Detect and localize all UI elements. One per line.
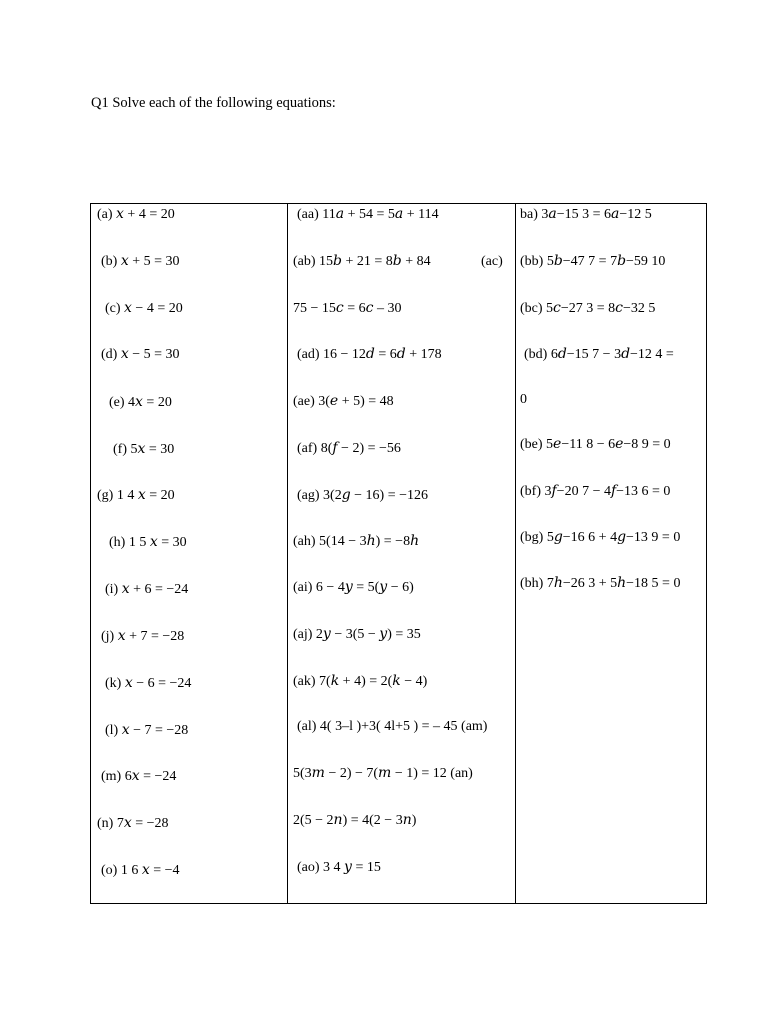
equation-ad: (ad) 16 − 12𝑑 = 6𝑑 + 178 [297,347,442,362]
equation-n: (n) 7𝑥 = −28 [97,816,169,831]
question-heading: Q1 Solve each of the following equations: [91,95,336,111]
equation-c: (c) 𝑥 − 4 = 20 [105,301,183,316]
equation-aj: (aj) 2𝑦 − 3(5 − 𝑦) = 35 [293,627,421,642]
equation-ae: (ae) 3(𝑒 + 5) = 48 [293,394,394,409]
equation-an: 2(5 − 2𝑛) = 4(2 − 3𝑛) [293,813,417,828]
column-fraction-equations [515,204,706,903]
equation-am: 5(3𝑚 − 2) − 7(𝑚 − 1) = 12 (an) [293,766,473,781]
equation-be: (be) 5𝑒−11 8 − 6𝑒−8 9 = 0 [520,437,671,452]
equation-ak: (ak) 7(𝑘 + 4) = 2(𝑘 − 4) [293,674,428,689]
equation-ah: (ah) 5(14 − 3ℎ) = −8ℎ [293,534,420,549]
equation-bh: (bh) 7ℎ−26 3 + 5ℎ−18 5 = 0 [520,576,681,591]
equation-o: (o) 1 6 𝑥 = −4 [101,863,180,878]
equation-aa: (aa) 11𝑎 + 54 = 5𝑎 + 114 [297,207,439,222]
equation-bf: (bf) 3𝑓−20 7 − 4𝑓−13 6 = 0 [520,484,671,499]
column-linear-equations [287,204,516,903]
equation-i: (i) 𝑥 + 6 = −24 [105,582,189,597]
equation-a: (a) 𝑥 + 4 = 20 [97,207,175,222]
equation-al: (al) 4( 3–l )+3( 4l+5 ) = – 45 (am) [297,719,488,734]
equation-m: (m) 6𝑥 = −24 [101,769,177,784]
equation-bg: (bg) 5𝑔−16 6 + 4𝑔−13 9 = 0 [520,530,681,545]
equation-ba: ba) 3𝑎−15 3 = 6𝑎−12 5 [520,207,652,222]
equation-bd-continued: 0 [520,392,527,407]
equation-bb: (bb) 5𝑏−47 7 = 7𝑏−59 10 [520,254,666,269]
equation-h: (h) 1 5 𝑥 = 30 [109,535,187,550]
equation-g: (g) 1 4 𝑥 = 20 [97,488,175,503]
column-basic-equations [91,204,288,903]
equation-ac-label: (ac) [481,254,503,269]
equation-bd: (bd) 6𝑑−15 7 − 3𝑑−12 4 = [524,347,674,362]
equation-ab: (ab) 15𝑏 + 21 = 8𝑏 + 84 [293,254,431,269]
equation-l: (l) 𝑥 − 7 = −28 [105,723,189,738]
equation-ac: 75 − 15𝑐 = 6𝑐 – 30 [293,301,402,316]
equation-f: (f) 5𝑥 = 30 [113,442,175,457]
equation-ao: (ao) 3 4 𝑦 = 15 [297,860,381,875]
equation-k: (k) 𝑥 − 6 = −24 [105,676,192,691]
equations-table [90,203,707,904]
equation-af: (af) 8(𝑓 − 2) = −56 [297,441,401,456]
equation-e: (e) 4𝑥 = 20 [109,395,172,410]
equation-bc: (bc) 5𝑐−27 3 = 8𝑐−32 5 [520,301,656,316]
equation-ag: (ag) 3(2𝑔 − 16) = −126 [297,488,429,503]
equation-ai: (ai) 6 − 4𝑦 = 5(𝑦 − 6) [293,580,414,595]
equation-j: (j) 𝑥 + 7 = −28 [101,629,185,644]
equation-d: (d) 𝑥 − 5 = 30 [101,347,180,362]
equation-b: (b) 𝑥 + 5 = 30 [101,254,180,269]
